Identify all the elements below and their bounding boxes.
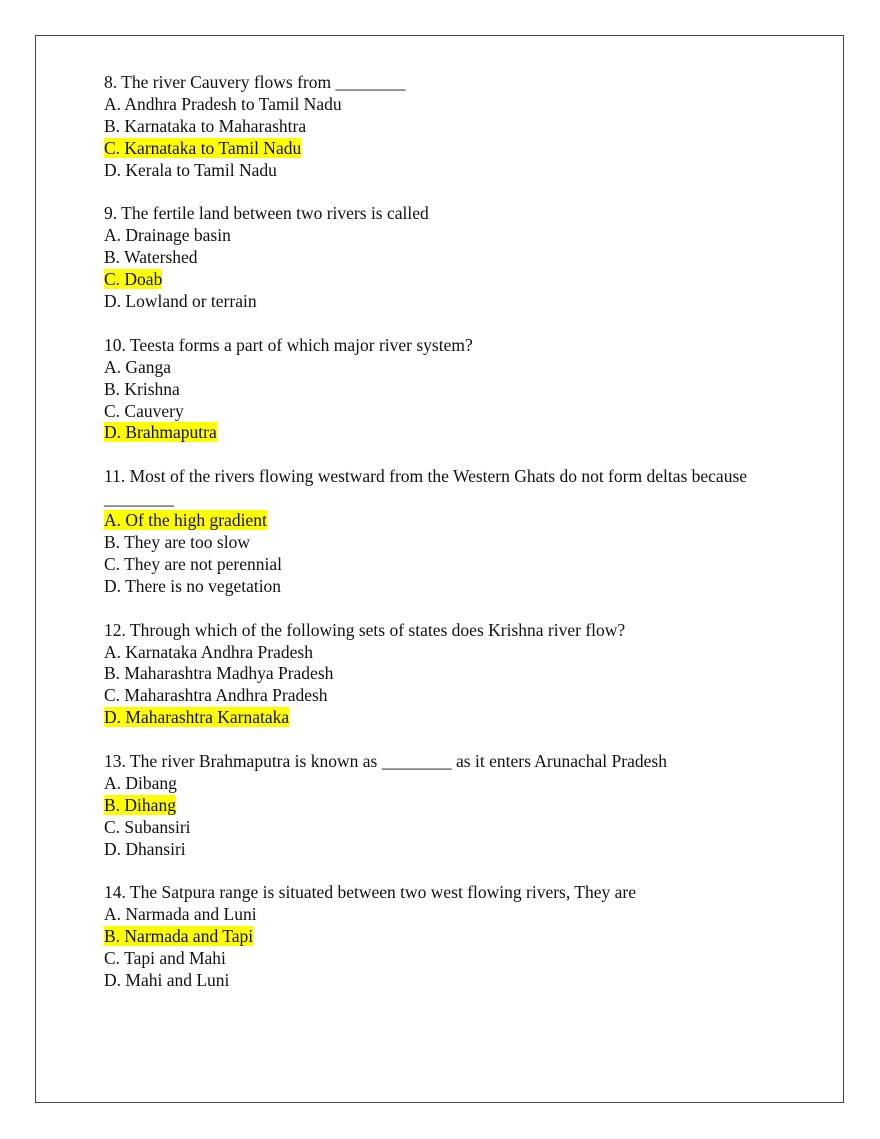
answer-option: D. Dhansiri (104, 838, 186, 859)
question-text: 10. Teesta forms a part of which major river system? (104, 334, 473, 355)
answer-option: A. Dibang (104, 772, 177, 793)
option-line (104, 160, 784, 182)
question-block (104, 751, 784, 861)
option-line (104, 291, 784, 313)
question-text: 12. Through which of the following sets of states does Krishna river flow? (104, 619, 626, 640)
highlighted-answer-option: C. Karnataka to Tamil Nadu (104, 137, 302, 158)
answer-option: A. Narmada and Luni (104, 904, 257, 925)
option-line (104, 663, 784, 685)
highlighted-answer-option: D. Brahmaputra (104, 422, 217, 443)
question-text: 8. The river Cauvery flows from ________ (104, 72, 406, 92)
answer-option: C. Tapi and Mahi (104, 948, 226, 969)
option-line (104, 839, 784, 861)
option-line (104, 94, 784, 116)
question-block (104, 203, 784, 313)
answer-option: A. Drainage basin (104, 225, 231, 246)
highlighted-answer-option: B. Dihang (104, 794, 176, 815)
option-line (104, 773, 784, 795)
option-line (104, 116, 784, 138)
option-line (104, 422, 784, 444)
quiz-content (104, 72, 784, 1014)
option-line (104, 401, 784, 423)
answer-option: B. Watershed (104, 247, 198, 268)
highlighted-answer-option: D. Maharashtra Karnataka (104, 707, 290, 728)
option-line (104, 948, 784, 970)
question-text: 9. The fertile land between two rivers is called (104, 203, 429, 224)
answer-option: B. Karnataka to Maharashtra (104, 115, 307, 136)
question-block (104, 620, 784, 730)
highlighted-answer-option: B. Narmada and Tapi (104, 926, 254, 947)
question-text: 13. The river Brahmaputra is known as ________ as it enters Arunachal Pradesh (104, 751, 667, 772)
question-text: 14. The Satpura range is situated between two west flowing rivers, They are (104, 882, 636, 903)
answer-option: D. There is no vegetation (104, 575, 282, 596)
option-line (104, 642, 784, 664)
answer-option: B. Krishna (104, 378, 180, 399)
question-text: 11. Most of the rivers flowing westward from the Western Ghats do not form deltas because ________ (104, 466, 752, 509)
answer-option: D. Mahi and Luni (104, 970, 230, 991)
option-line (104, 247, 784, 269)
option-line (104, 510, 784, 532)
highlighted-answer-option: C. Doab (104, 269, 163, 290)
option-line (104, 685, 784, 707)
option-line (104, 707, 784, 729)
option-line (104, 576, 784, 598)
answer-option: C. Cauvery (104, 400, 184, 421)
answer-option: C. Maharashtra Andhra Pradesh (104, 685, 328, 706)
question-block (104, 72, 784, 182)
answer-option: B. They are too slow (104, 531, 250, 552)
question-block (104, 882, 784, 992)
option-line (104, 554, 784, 576)
answer-option: A. Karnataka Andhra Pradesh (104, 641, 313, 662)
answer-option: C. Subansiri (104, 816, 191, 837)
option-line (104, 904, 784, 926)
answer-option: D. Lowland or terrain (104, 291, 257, 312)
option-line (104, 225, 784, 247)
answer-option: A. Andhra Pradesh to Tamil Nadu (104, 93, 342, 114)
option-line (104, 532, 784, 554)
question-block (104, 466, 784, 597)
option-line (104, 817, 784, 839)
answer-option: C. They are not perennial (104, 553, 283, 574)
option-line (104, 379, 784, 401)
option-line (104, 269, 784, 291)
highlighted-answer-option: A. Of the high gradient (104, 510, 267, 531)
option-line (104, 970, 784, 992)
answer-option: A. Ganga (104, 356, 172, 377)
option-line (104, 795, 784, 817)
option-line (104, 926, 784, 948)
question-block (104, 335, 784, 445)
answer-option: D. Kerala to Tamil Nadu (104, 159, 277, 180)
option-line (104, 138, 784, 160)
option-line (104, 357, 784, 379)
answer-option: B. Maharashtra Madhya Pradesh (104, 663, 334, 684)
